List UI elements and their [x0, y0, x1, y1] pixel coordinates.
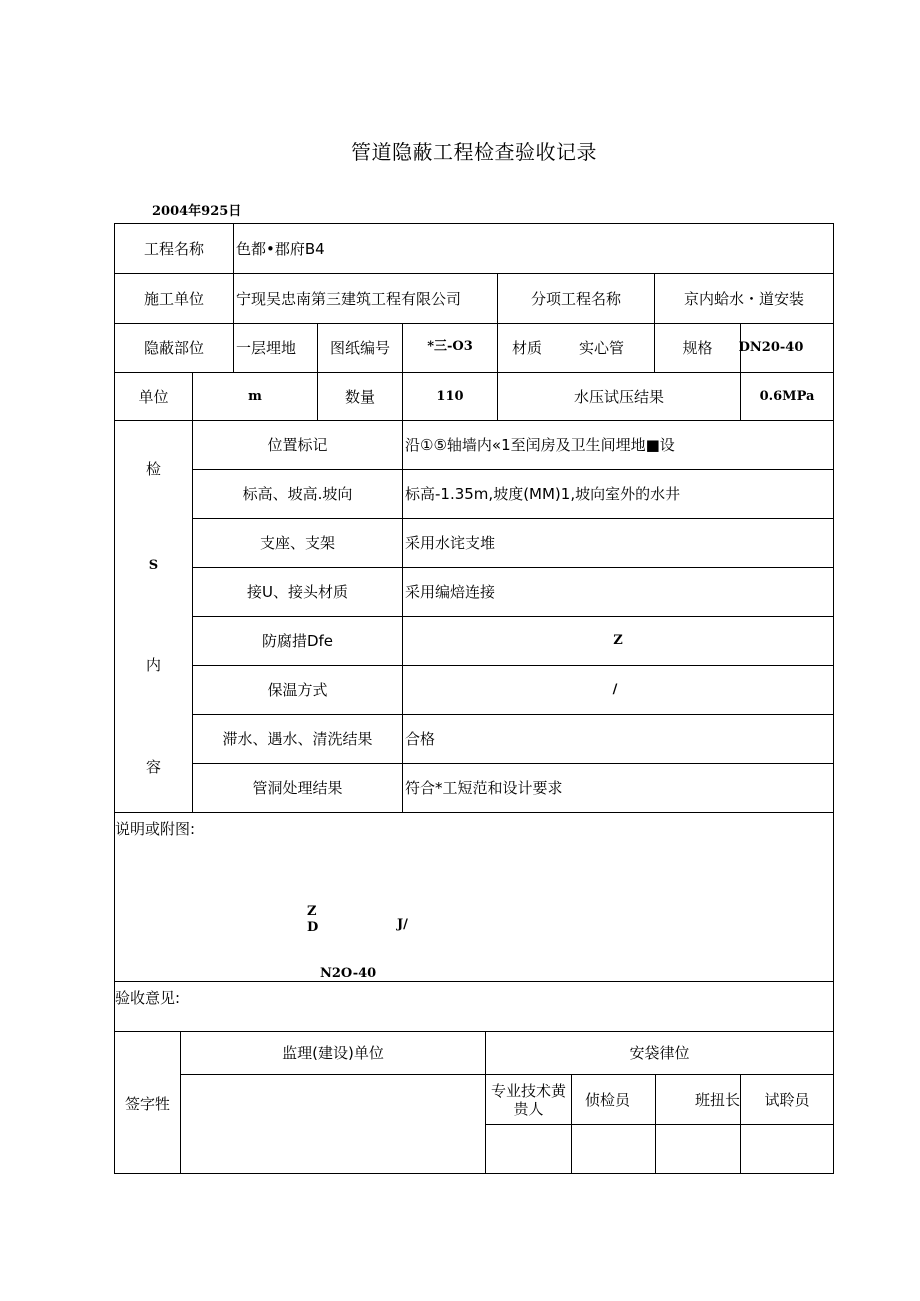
inspection-item-label: 支座、支架 [259, 534, 335, 552]
signature-label: 签字牲 [124, 1095, 170, 1113]
inspection-item-label: 滞水、遇水、清洗结果 [222, 730, 373, 748]
project-name-label: 工程名称 [143, 239, 204, 258]
role-inspector: 侦检员 [584, 1090, 630, 1109]
inspection-item-value: 采用编焙连接 [405, 583, 496, 601]
project-name-value: 色都•郡府B4 [236, 239, 325, 258]
page-title: 管道隐蔽工程检查验收记录 [351, 140, 597, 164]
inspection-item-value: 合格 [405, 730, 436, 748]
supervision-unit-label: 监理(建设)单位 [282, 1044, 384, 1062]
unit-value: m [248, 388, 262, 404]
construction-unit-label: 施工单位 [143, 289, 204, 308]
drawing-mark: J/ [397, 917, 408, 932]
inspection-side-char: 容 [145, 758, 161, 776]
inspection-side-char: S [148, 558, 159, 574]
drawing-no-label: 图纸编号 [329, 339, 390, 357]
role-team-leader: 班扭长 [694, 1090, 740, 1109]
inspection-item-value: 采用水诧支堆 [405, 534, 496, 552]
inspection-item-label: 接U、接头材质 [247, 583, 348, 601]
material-value: 实心管 [579, 339, 625, 357]
inspection-item-value: 沿①⑤轴墙内«1至闰房及卫生间埋地■设 [405, 436, 675, 454]
quantity-label: 数量 [344, 387, 375, 406]
quantity-value: 110 [436, 388, 464, 404]
inspection-side-char: 内 [145, 656, 161, 674]
drawing-no-value: *三-O3 [427, 339, 473, 355]
unit-label: 单位 [138, 387, 169, 406]
material-label: 材质 [512, 339, 543, 357]
inspection-item-value: 符合*工短范和设计要求 [405, 779, 563, 797]
inspection-item-label: 管洞处理结果 [252, 779, 343, 797]
pressure-test-label: 水压试压结果 [573, 387, 664, 406]
inspection-item-value: 标高-1.35m,坡度(MM)1,坡向室外的水井 [405, 485, 681, 503]
inspection-item-label: 位置标记 [267, 436, 328, 454]
inspection-item-label: 保温方式 [267, 681, 328, 699]
record-date: 2004年925日 [152, 204, 242, 219]
inspection-side-char: 检 [145, 460, 161, 478]
hidden-part-label: 隐蔽部位 [143, 339, 204, 357]
spec-label: 规格 [682, 339, 713, 357]
installation-unit-label: 安袋律位 [629, 1044, 690, 1062]
inspection-item-value: / [612, 682, 618, 698]
inspection-item-label: 标高、坡高.坡向 [242, 485, 353, 503]
drawing-mark: Z [307, 904, 317, 919]
pressure-test-value: 0.6MPa [759, 388, 815, 404]
role-technical-lead: 专业技术黄贵人 [490, 1081, 566, 1118]
role-tester: 试聆员 [764, 1090, 810, 1109]
inspection-item-value: Z [613, 633, 623, 649]
subproject-value: 京内蛤水・道安装 [683, 289, 804, 308]
construction-unit-value: 宁现吴忠南第三建筑工程有限公司 [236, 289, 462, 308]
hidden-part-value: 一层埋地 [236, 339, 297, 357]
inspection-item-label: 防腐措Dfe [261, 632, 334, 650]
drawing-mark: D [307, 920, 319, 935]
drawing-mark: N2O-40 [320, 966, 377, 981]
notes-label: 说明或附图: [115, 820, 196, 838]
subproject-label: 分项工程名称 [530, 289, 621, 308]
spec-value: DN20-40 [738, 340, 804, 356]
acceptance-label: 验收意见: [115, 989, 181, 1007]
